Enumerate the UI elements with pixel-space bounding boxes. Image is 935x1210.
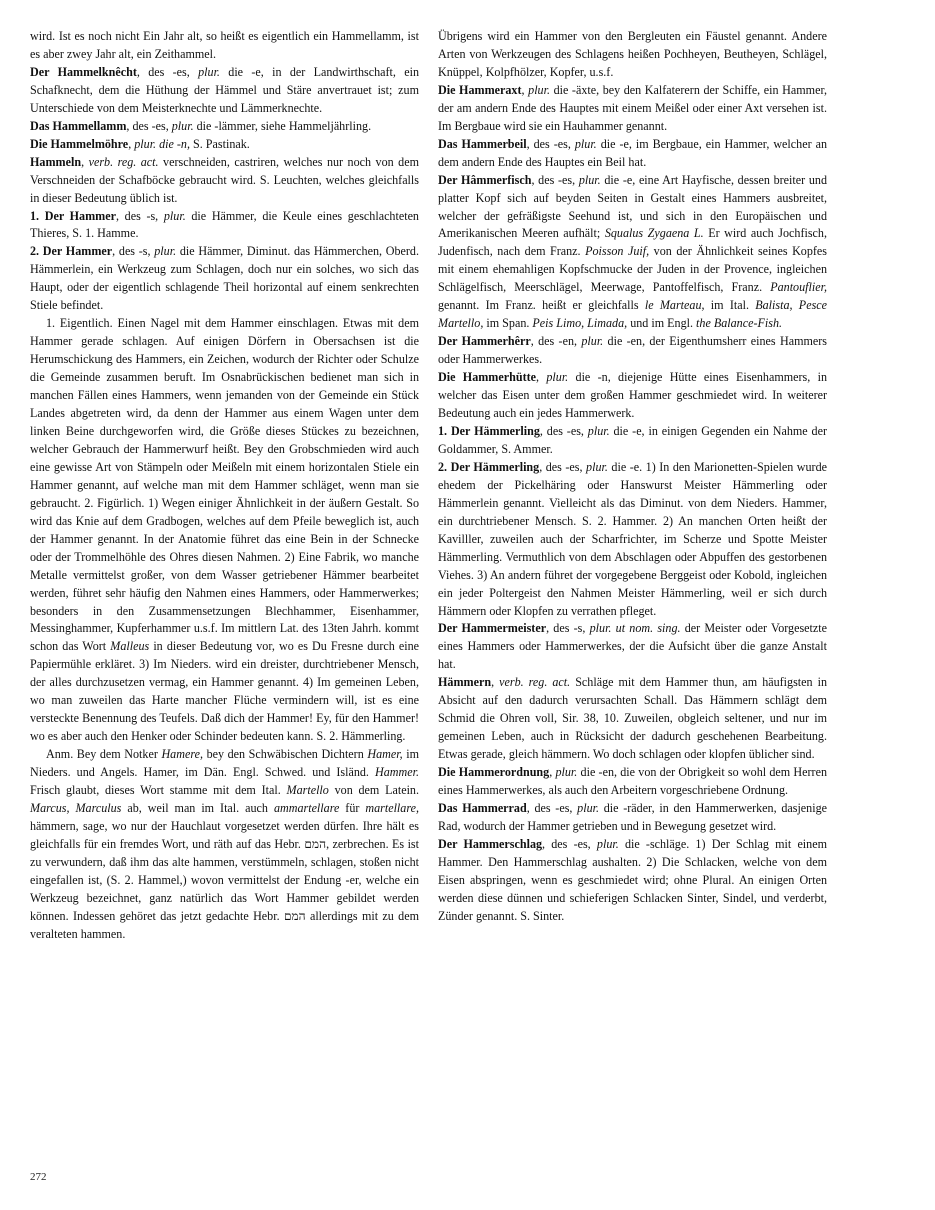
entry-text: , — [536, 370, 547, 385]
dictionary-entry — [438, 82, 827, 136]
dictionary-entry — [438, 764, 827, 800]
dictionary-entry — [438, 800, 827, 836]
italic-text: Squalus Zygaena L. — [604, 226, 704, 241]
headword: Der Hammelknêcht — [30, 64, 137, 79]
italic-text: martellare, — [365, 800, 419, 815]
italic-text: plur. — [596, 836, 619, 851]
entry-text: , — [81, 154, 89, 169]
italic-text: plur. — [546, 370, 569, 385]
italic-text: plur. — [578, 172, 601, 187]
italic-text: plur. — [555, 765, 578, 780]
italic-text: plur. — [587, 423, 610, 438]
entry-text: die -n, diejenige Hütte eines Eisenhammers, in welcher das Eisen unter dem großen Hammer geschmiedet wird. In weiterer Bedeutung auch ein jedes Hammerwerk. — [438, 370, 827, 421]
italic-text: the Balance-Fish. — [696, 316, 783, 331]
dictionary-entry — [438, 136, 827, 172]
dictionary-entry — [438, 423, 827, 459]
italic-text: plur. — [574, 136, 597, 151]
dictionary-entry — [30, 136, 419, 154]
entry-text: , — [491, 675, 500, 690]
italic-text: Hammer. — [374, 765, 419, 780]
entry-text: verschneiden, castriren, welches nur noch von dem Verschneiden der Schafböcke gebraucht wird. S. Leuchten, welches gleichfalls in dieser Bedeutung üblich ist. — [30, 154, 419, 205]
italic-text: plur. — [581, 334, 604, 349]
entry-text: , des -en, — [530, 334, 582, 349]
entry-text: , des -es, — [136, 64, 199, 79]
dictionary-entry — [30, 243, 419, 315]
headword: 2. Der Hammer — [30, 244, 113, 259]
entry-text: , des -s, — [115, 208, 164, 223]
entry-text: , des -es, — [542, 836, 597, 851]
dictionary-entry — [438, 459, 827, 621]
entry-text: , zerbrechen. Es ist zu verwundern, daß ihm das alte hammen, verstümmeln, schlagen, stoßen nicht eingefallen ist, (S. 2. Hammel,) wovon vermittelst der Endung -er, welche ein Werkzeug bezeichnet, ganz natürlich das Wort Hammer gebildet werden können. Indessen gehöret das jetzt gedachte Hebr. — [30, 836, 419, 923]
entry-text: hämmern, sage, wo nur der Hauchlaut vorgesetzet werden dürfen. Ihre hält es gleichfalls für ein fremdes Wort, und räth auf das Hebr. — [30, 818, 419, 851]
italic-text: Balista, Pesce Martello, — [438, 298, 828, 331]
headword: Die Hammerordnung — [438, 765, 550, 780]
italic-text: plur. — [154, 244, 177, 259]
headword: Das Hammerbeil — [438, 136, 527, 151]
headword: Die Hammeraxt — [438, 82, 522, 97]
entry-text: bey den Schwäbischen Dichtern — [202, 747, 368, 762]
entry-text: , des -s, — [112, 244, 155, 259]
italic-text: plur. ut nom. sing. — [589, 621, 681, 636]
entry-text: die -räder, in den Hammerwerken, dasjenige Rad, wodurch der Hammer getrieben und in Bewegung gesetzet wird. — [438, 800, 827, 833]
italic-text: plur. — [528, 82, 550, 97]
dictionary-entry — [30, 208, 419, 244]
italic-text: plur. die -n, — [134, 136, 190, 151]
entry-text: , des -es, — [526, 800, 578, 815]
headword: Hämmern — [438, 675, 492, 690]
entry-text: wird. Ist es noch nicht Ein Jahr alt, so heißt es eigentlich ein Hammellamm, ist es aber zwey Jahr alt, ein Zeithammel. — [30, 29, 419, 61]
entry-text: von der Ähnlichkeit seines Kopfes mit einem ehemahligen Kopfschmucke der Juden in der Provence, ingleichen Schlägelfisch, Meerschlägel, Meerwage, Pantoffelfisch, Franz. — [438, 244, 827, 295]
entry-text: die -en, der Eigenthumsherr eines Hammers oder Hammerwerkes. — [438, 334, 827, 367]
dictionary-entry — [30, 154, 419, 208]
entry-text: im Ital. — [704, 298, 756, 313]
entry-text: 1. Eigentlich. Einen Nagel mit dem Hammer einschlagen. Etwas mit dem Hammer gerade schlagen. Auf einigen Dörfern in Obersachsen ist die Herumschickung des Hammers, ein Zeichen, wodurch der Richter oder Schulze die Gemeinde zusammen beruft. Im Osnabrückischen bedienet man sich in manchen Fällen eines Hammers, wenn jemanden von der Gemeinde ein Stück Landes abgetreten wird, da denn der Hammer aus einem Wagen unter dem linken Beine durchgeworfen wird, die Größe dieses Stückes zu bezeichnen, welcher Gebrauch der Hammerwurf heißt. Bey den Grobschmieden wird auch eine gewisse Art von Stämpeln oder Meißeln mit einem horizontalen Stiele ein Hammer genannt, auf welche man mit dem Hammer schläget, wenn man sie gebraucht. 2. Figürlich. 1) Wegen einiger Ähnlichkeit in der äußern Gestalt. So wird das Knie auf dem Gradbogen, welches auf dem Pfeile beweglich ist, auch der Hammer genannt. In der Anatomie führet das eine Bein in der Schnecke oder der Trommelhöhle des Ohres diesen Nahmen. 2) Eine Fabrik, wo manche Metalle vermittelst großer, von dem Wasser getriebener Hämmer bearbeitet werden, führet sehr häufig den Nahmen eines Hammers, oder Hammerwerkes; besonders in den Zusammensetzungen Blechhammer, Eisenhammer, Messinghammer, Kupferhammer u.s.f. Im mittlern Lat. des 13ten Jahrh. kommt schon das Wort — [30, 316, 419, 654]
dictionary-entry — [438, 674, 827, 764]
entry-text: die -äxte, bey den Kalfaterern der Schiffe, ein Hammer, der am andern Ende des Hauptes mit einem Meißel oder einer Axt versehen ist. Im Bergbaue wird sie ein Hauhammer genannt. — [438, 82, 828, 133]
italic-text: Poisson Juif, — [585, 244, 650, 259]
entry-text: , — [549, 765, 556, 780]
entry-text: für — [339, 800, 366, 815]
entry-text: Er wird auch Jochfisch, Judenfisch, nach dem Franz. — [438, 226, 827, 259]
entry-text: die -e, in der Landwirthschaft, ein Schafknecht, dem die Hüthung der Hämmel und Stäre anvertrauet ist; zum Unterschiede von dem Meisterknechte und Lämmerknechte. — [30, 64, 420, 115]
entry-text: die -e. 1) In den Marionetten-Spielen wurde ehedem der Pickelhäring oder Hanswurst Meister Hämmerling oder Hämmerlein genannt. Vielleicht als das Diminut. von dem Nieders. Hammer, ein durchtriebener Mensch. S. 2. Hammer. 2) An manchen Orten heißt der Kavilller, zuweilen auch der Scharfrichter, im Scherze und Spotte Meister Hämmerling. Vermuthlich von dem Abschlagen oder Abpuffen des gestorbenen Viehes. 3) An andern führet der vorgegebene Berggeist oder Kobold, ingleichen ein jeder Poltergeist den Nahmen Meister Hämmerling, weil er sich durch Hämmern oder Klopfen zu verrathen pfleget. — [438, 459, 827, 618]
headword: Das Hammerrad — [438, 800, 527, 815]
entry-paragraph — [30, 28, 419, 64]
headword: Die Hammelmöhre — [30, 136, 129, 151]
headword: 2. Der Hämmerling — [438, 459, 540, 474]
dictionary-entry — [438, 369, 827, 423]
headword: Hammeln — [30, 154, 82, 169]
entry-text: im Span. — [483, 316, 533, 331]
entry-text: die -schläge. 1) Der Schlag mit einem Hammer. Den Hammerschlag aushalten. 2) Die Schlacken, welche von dem Eisen abspringen, wenn es geschmiedet wird; ohne Plural. An einigen Orten werden diese dünnen und schieferigen Schlacken Sinter, Sindel, und verderbt, Zünder genannt. S. Sinter. — [438, 836, 827, 923]
dictionary-entry — [30, 64, 419, 118]
italic-text: ammartellare — [273, 800, 340, 815]
entry-paragraph — [438, 28, 827, 82]
italic-text: plur. — [577, 800, 599, 815]
dictionary-entry — [438, 836, 827, 926]
entry-text: , — [521, 82, 529, 97]
hebrew-word: המם — [283, 908, 306, 923]
entry-paragraph — [30, 315, 419, 746]
entry-text: die -en, die von der Obrigkeit so wohl dem Herren eines Hammerwerkes, als auch den Arbeitern vorgeschriebene Ordnung. — [438, 765, 827, 798]
italic-text: le Marteau, — [644, 298, 705, 313]
entry-text: , — [128, 136, 135, 151]
hebrew-word: המם — [304, 836, 327, 851]
entry-text: , des -es, — [531, 172, 579, 187]
entry-text: und im Engl. — [627, 316, 697, 331]
entry-text: Schläge mit dem Hammer thun, am häufigsten in Absicht auf den dadurch verursachten Schall. Das Hämmern schlägt dem Schmid die Ohren voll, Sir. 38, 10. Zuweilen, obgleich seltener, und nur im gemeinen Leben, auch in Rücksicht der dadurch geschehenen Bearbeitung. Etwas gerade, gleich hämmern. Wo doch schlagen oder klopfen üblicher sind. — [438, 675, 827, 762]
entry-text: Frisch glaubt, dieses Wort stamme mit dem Ital. — [30, 783, 287, 798]
italic-text: plur. — [163, 208, 186, 223]
entry-text: , des -es, — [126, 118, 172, 133]
italic-text: verb. reg. act. — [88, 154, 159, 169]
entry-paragraph — [30, 746, 419, 943]
italic-text: Hamere, — [161, 747, 203, 762]
entry-text: allerdings mit zu dem veralteten hammen. — [30, 908, 419, 941]
entry-text: , des -s, — [546, 621, 590, 636]
entry-text: in dieser Bedeutung vor, wo es Du Fresne durch eine Papiermühle erkläret. 3) Im Nieders. wird ein dreister, durchtriebener Mensch, der alles durchzusetzen vermag, ein Hammer genannt. 4) Im gemeinen Leben, wo man zuweilen das Harte mancher Flüche vermindern will, ist es eine versteckte Benennung des Teufels. Daß dich der Hammer! Ey, für den Hammer! wo es aber auch den Henker oder Schinder bedeuten kann. S. 2. Hämmerling. — [30, 639, 419, 744]
entry-text: die Hämmer, die Keule eines geschlachteten Thieres, S. 1. Hamme. — [30, 208, 419, 241]
italic-text: Martello — [286, 783, 329, 798]
entry-text: die -e, eine Art Hayfische, dessen breiter und platter Kopf sich auf beyden Seiten in Gestalt eines Hammers ausbreitet, welcher der gefräßigste Seehund ist, und sich in den Europäischen und Amerikanischen Meeren aufhält; — [438, 172, 827, 241]
entry-text: , des -es, — [539, 423, 588, 438]
right-column — [438, 28, 827, 926]
italic-text: Hamer, — [367, 747, 403, 762]
entry-text: im Nieders. und Angels. Hamer, im Dän. Engl. Schwed. und Isländ. — [30, 747, 419, 780]
entry-text: genannt. Im Franz. heißt er gleichfalls — [438, 298, 645, 313]
dictionary-entry — [30, 118, 419, 136]
entry-text: , des -es, — [539, 459, 587, 474]
headword: Der Hammermeister — [438, 621, 547, 636]
dictionary-entry — [438, 333, 827, 369]
dictionary-entry — [438, 620, 827, 674]
entry-text: die -e, in einigen Gegenden ein Nahme der Goldammer, S. Ammer. — [438, 423, 827, 456]
entry-text: ab, weil man im Ital. auch — [121, 800, 274, 815]
entry-text: der Meister oder Vorgesetzte eines Hammers oder Hammerwerkes, der die Aufsicht über die ganze Anstalt hat. — [438, 621, 827, 672]
entry-text: , des -es, — [526, 136, 575, 151]
entry-text: die -lämmer, siehe Hammeljährling. — [193, 118, 372, 133]
italic-text: verb. reg. act. — [499, 675, 571, 690]
headword: Die Hammerhütte — [438, 370, 536, 385]
entry-text: die Hämmer, Diminut. das Hämmerchen, Oberd. Hämmerlein, ein Werkzeug zum Schlagen, doch nur ein solches, wo sich das Haupt, oder der eigentlich schlagende Theil horizontal auf einem senkrechten Stiele befindet. — [30, 244, 419, 313]
headword: Der Hammerschlag — [438, 836, 543, 851]
italic-text: plur. — [586, 459, 608, 474]
headword: 1. Der Hämmerling — [438, 423, 540, 438]
headword: 1. Der Hammer — [30, 208, 116, 223]
italic-text: plur. — [198, 64, 220, 79]
headword: Das Hammellamm — [30, 118, 127, 133]
entry-text: von dem Latein. — [328, 783, 420, 798]
italic-text: Malleus — [110, 639, 150, 654]
entry-text: S. Pastinak. — [190, 136, 250, 151]
italic-text: Pantouflier, — [770, 280, 827, 295]
headword: Der Hammerhêrr — [438, 334, 531, 349]
left-column — [30, 28, 419, 944]
page-number: 272 — [30, 1171, 47, 1183]
italic-text: Marcus, Marculus — [30, 800, 122, 815]
headword: Der Hâmmerfisch — [438, 172, 532, 187]
entry-text: die -e, im Bergbaue, ein Hammer, welcher an dem andern Ende des Hauptes ein Beil hat. — [438, 136, 827, 169]
entry-text: Anm. Bey dem Notker — [46, 747, 162, 762]
italic-text: plur. — [171, 118, 194, 133]
entry-text: Übrigens wird ein Hammer von den Bergleuten ein Fäustel genannt. Andere Arten von Werkzeugen des Schlagens heißen Pochheyen, Beutheyen, Schlägel, Knüppel, Kolpfhölzer, Kopfer, u.s.f. — [438, 29, 827, 79]
italic-text: Peis Limo, Limada, — [532, 316, 628, 331]
dictionary-entry — [438, 172, 827, 334]
